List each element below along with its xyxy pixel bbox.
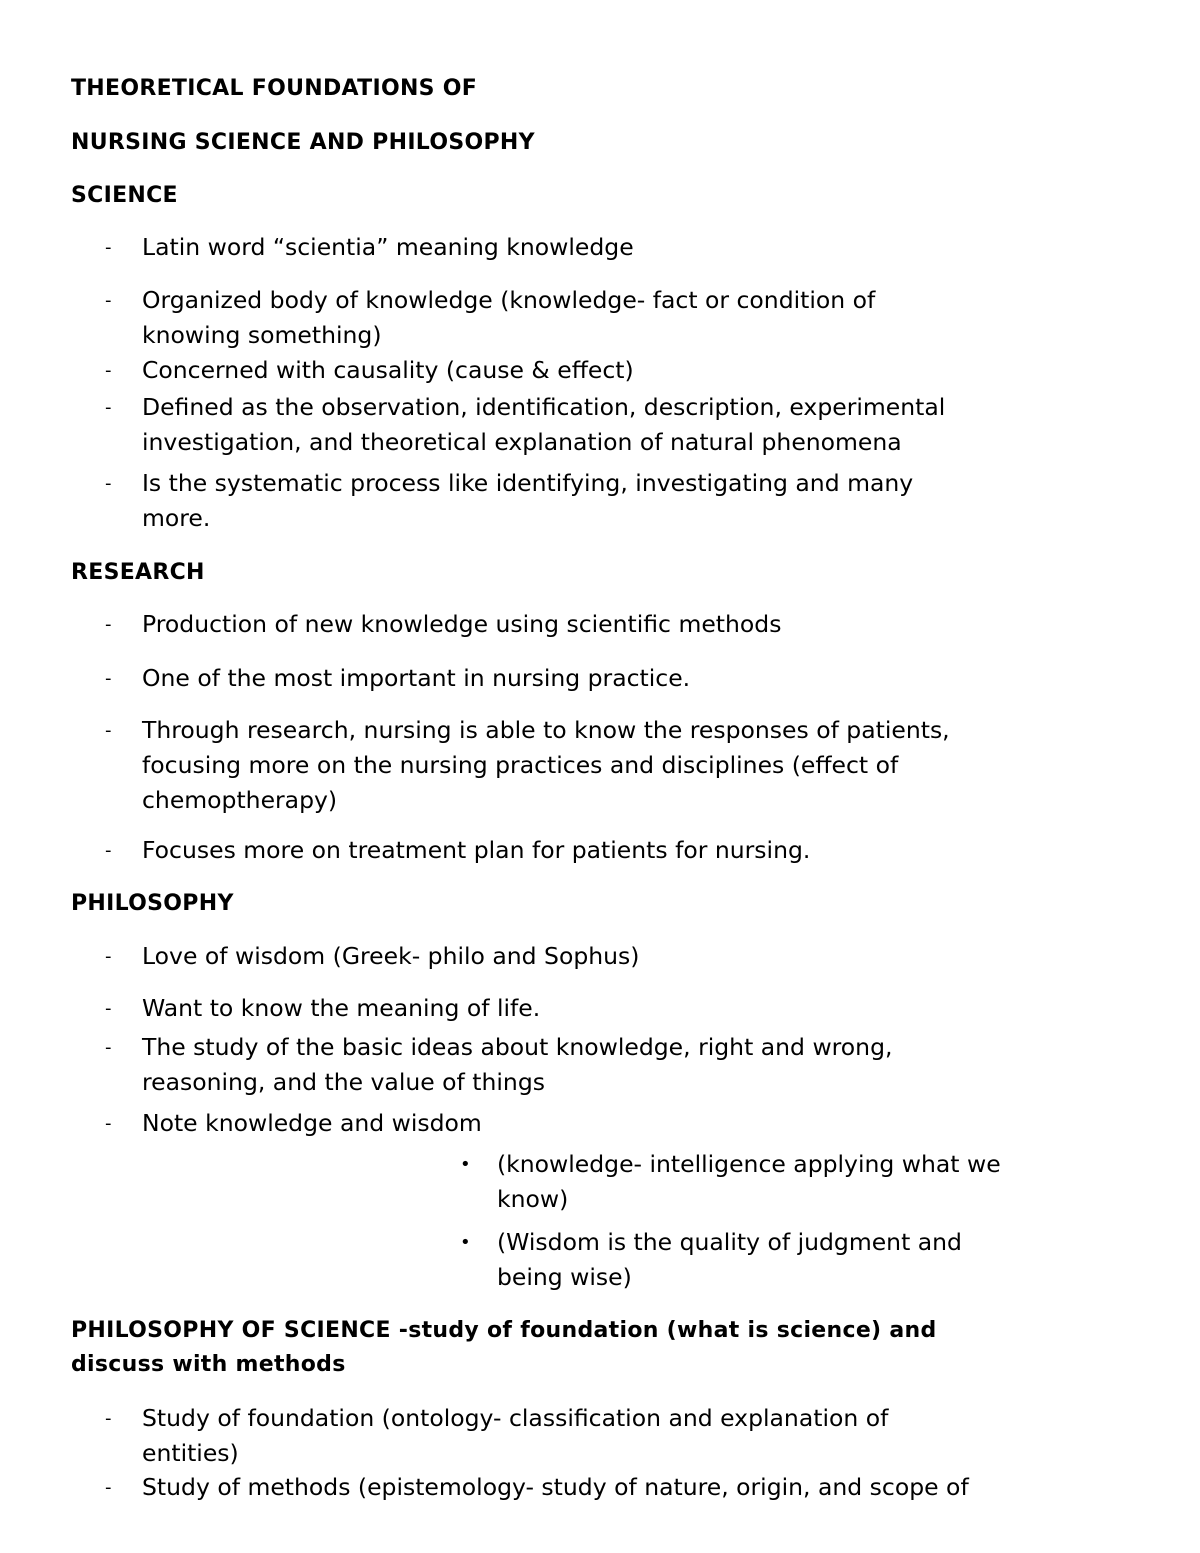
bullet-marker: •: [460, 1154, 471, 1175]
list-item-text: Defined as the observation, identification, description, experimental: [142, 393, 946, 421]
dash-marker: -: [105, 668, 112, 689]
title-line-2: NURSING SCIENCE AND PHILOSOPHY: [71, 130, 535, 155]
list-item: [105, 1401, 1105, 1471]
list-item-text: Organized body of knowledge (knowledge- fact or condition of: [142, 286, 876, 314]
list-item: [105, 1106, 1105, 1141]
science-heading: SCIENCE: [71, 183, 178, 208]
dash-marker: -: [105, 720, 112, 741]
dash-marker: -: [105, 946, 112, 967]
dash-marker: -: [105, 397, 112, 418]
sub-list-item-text-cont: being wise): [497, 1263, 632, 1291]
sub-list-item: [460, 1147, 1120, 1217]
list-item-text: Concerned with causality (cause & effect): [142, 356, 634, 384]
list-item-text-cont: knowing something): [142, 321, 382, 349]
list-item-text: Production of new knowledge using scientific methods: [142, 610, 782, 638]
dash-marker: -: [105, 1037, 112, 1058]
list-item: [105, 661, 1105, 696]
research-heading: RESEARCH: [71, 560, 205, 585]
list-item-text: Study of methods (epistemology- study of nature, origin, and scope of: [142, 1473, 969, 1501]
list-item: [105, 390, 1105, 460]
list-item-text: Want to know the meaning of life.: [142, 994, 541, 1022]
list-item: [105, 283, 1105, 353]
list-item: [105, 1470, 1105, 1505]
sub-list-item-text: (Wisdom is the quality of judgment and: [497, 1228, 962, 1256]
list-item: [105, 833, 1105, 868]
list-item-text: Latin word “scientia” meaning knowledge: [142, 233, 634, 261]
dash-marker: -: [105, 1408, 112, 1429]
list-item: [105, 466, 1105, 536]
dash-marker: -: [105, 998, 112, 1019]
list-item-text: The study of the basic ideas about knowledge, right and wrong,: [142, 1033, 893, 1061]
sub-list-item-text-cont: know): [497, 1185, 569, 1213]
list-item: [105, 353, 1105, 388]
dash-marker: -: [105, 290, 112, 311]
list-item: [105, 939, 1105, 974]
list-item: [105, 230, 1105, 265]
list-item-text: Note knowledge and wisdom: [142, 1109, 482, 1137]
list-item-text-cont: entities): [142, 1439, 239, 1467]
dash-marker: -: [105, 614, 112, 635]
list-item: [105, 991, 1105, 1026]
list-item-text: Is the systematic process like identifying, investigating and many: [142, 469, 914, 497]
list-item: [105, 1030, 1105, 1100]
dash-marker: -: [105, 840, 112, 861]
list-item-text: Focuses more on treatment plan for patients for nursing.: [142, 836, 811, 864]
list-item-text: One of the most important in nursing practice.: [142, 664, 691, 692]
dash-marker: -: [105, 473, 112, 494]
list-item: [105, 607, 1105, 642]
sub-list-item-text: (knowledge- intelligence applying what we: [497, 1150, 1001, 1178]
dash-marker: -: [105, 1113, 112, 1134]
dash-marker: -: [105, 237, 112, 258]
dash-marker: -: [105, 360, 112, 381]
list-item-text-cont: reasoning, and the value of things: [142, 1068, 545, 1096]
title-line-1: THEORETICAL FOUNDATIONS OF: [71, 76, 478, 101]
list-item-text-cont: investigation, and theoretical explanation of natural phenomena: [142, 428, 902, 456]
philosophy-heading: PHILOSOPHY: [71, 891, 234, 916]
philosophy-of-science-heading-cont: discuss with methods: [71, 1352, 346, 1377]
list-item: [105, 713, 1105, 818]
list-item-text-cont: chemoptherapy): [142, 786, 338, 814]
philosophy-of-science-heading: PHILOSOPHY OF SCIENCE -study of foundation (what is science) and: [71, 1318, 937, 1343]
list-item-text-cont: focusing more on the nursing practices and disciplines (effect of: [142, 751, 899, 779]
bullet-marker: •: [460, 1232, 471, 1253]
list-item-text: Through research, nursing is able to know the responses of patients,: [142, 716, 950, 744]
list-item-text: Love of wisdom (Greek- philo and Sophus): [142, 942, 640, 970]
list-item-text-cont: more.: [142, 504, 211, 532]
sub-list-item: [460, 1225, 1120, 1295]
list-item-text: Study of foundation (ontology- classification and explanation of: [142, 1404, 889, 1432]
dash-marker: -: [105, 1477, 112, 1498]
